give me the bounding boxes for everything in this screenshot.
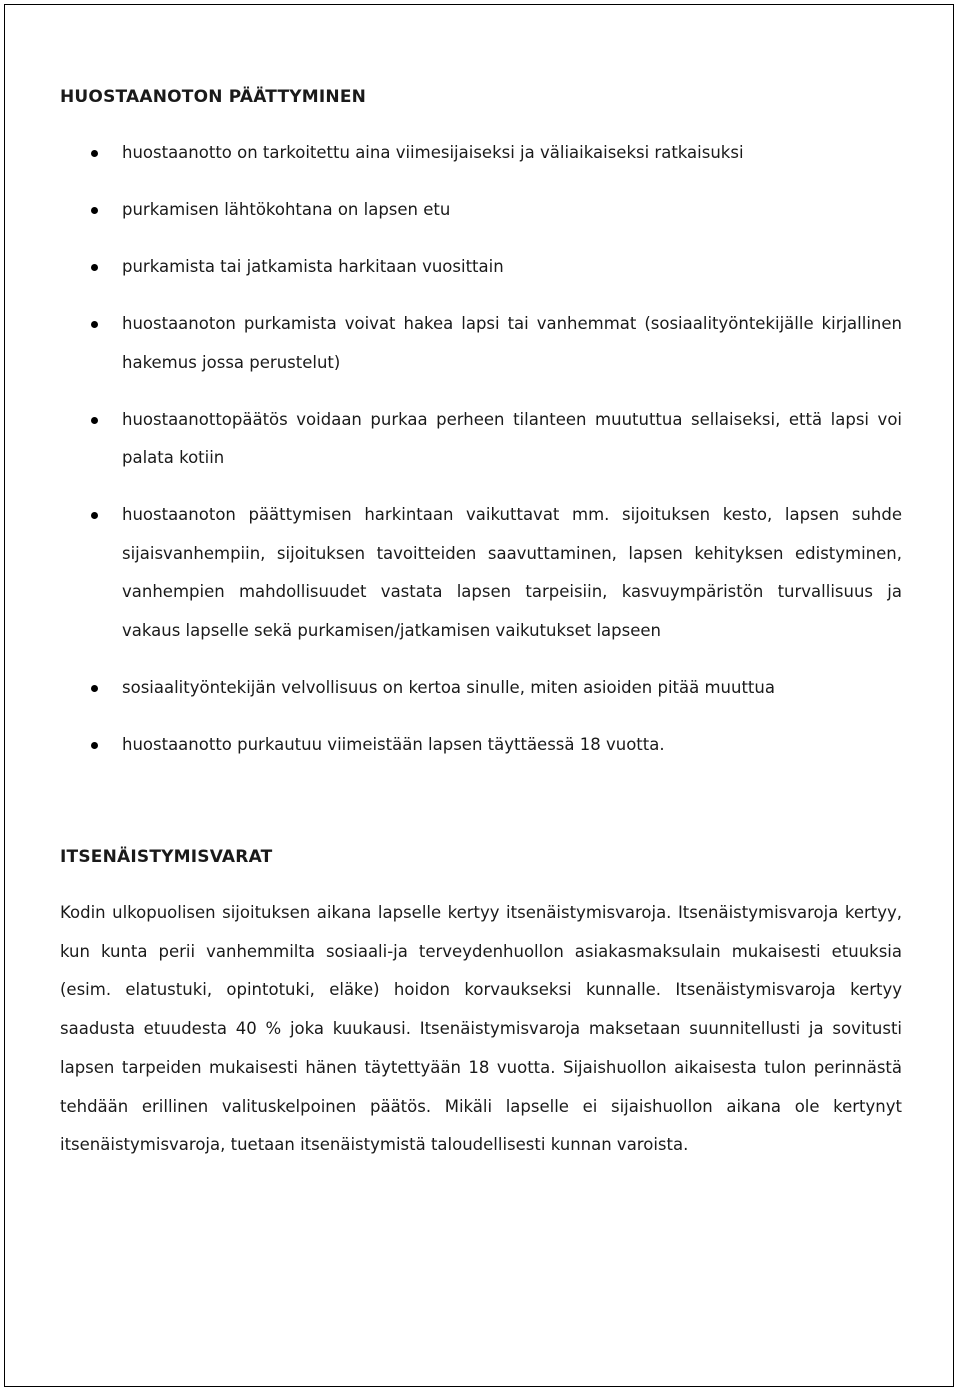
- list-item-text: huostaanoton purkamista voivat hakea lapsi tai vanhemmat (sosiaalityöntekijälle kirjallinen hakemus jossa perustelut): [122, 314, 902, 372]
- section-heading-huostaanoton-paattyminen: HUOSTAANOTON PÄÄTTYMINEN: [60, 87, 367, 107]
- bullet-icon: [91, 264, 98, 271]
- bullet-icon: [91, 685, 98, 692]
- bullet-icon: [91, 742, 98, 749]
- document-body: [60, 84, 902, 1165]
- list-item: [60, 401, 902, 478]
- list-item: [60, 134, 902, 173]
- itsenaistymisvarat-paragraph: Kodin ulkopuolisen sijoituksen aikana lapselle kertyy itsenäistymisvaroja. Itsenäistymisvaroja kertyy, kun kunta perii vanhemmilta sosiaali-ja terveydenhuollon asiakasmaksulain mukaisesti etuuksia (esim. elatustuki, opintotuki, eläke) hoidon korvaukseksi kunnalle. Itsenäistymisvaroja kertyy saadusta etuudesta 40 % joka kuukausi. Itsenäistymisvaroja maksetaan suunnitellusti ja sovitusti lapsen tarpeiden mukaisesti hänen täytettyään 18 vuotta. Sijaishuollon aikaisesta tulon perinnästä tehdään erillinen valituskelpoinen päätös. Mikäli lapselle ei sijaishuollon aikana ole kertynyt itsenäistymisvaroja, tuetaan itsenäistymistä taloudellisesti kunnan varoista.: [60, 903, 902, 1155]
- list-item-text: huostaanottopäätös voidaan purkaa perheen tilanteen muututtua sellaiseksi, että lapsi voi palata kotiin: [122, 409, 902, 467]
- list-item: [60, 496, 902, 650]
- list-item: [60, 191, 902, 230]
- bullet-icon: [91, 150, 98, 157]
- bullet-list: [60, 134, 902, 764]
- section-heading-itsenaistymisvarat: ITSENÄISTYMISVARAT: [60, 847, 273, 867]
- list-item: [60, 248, 902, 287]
- list-item: [60, 726, 902, 765]
- list-item-text: huostaanoton päättymisen harkintaan vaikuttavat mm. sijoituksen kesto, lapsen suhde sijaisvanhempiin, sijoituksen tavoitteiden saavuttaminen, lapsen kehityksen edistyminen, vanhempien mahdollisuudet vastata lapsen tarpeisiin, kasvuympäristön turvallisuus ja vakaus lapselle sekä purkamisen/jatkamisen vaikutukset lapseen: [122, 505, 902, 640]
- list-item-text: purkamisen lähtökohtana on lapsen etu: [122, 200, 451, 219]
- list-item-text: purkamista tai jatkamista harkitaan vuosittain: [122, 257, 504, 276]
- list-item-text: huostaanotto on tarkoitettu aina viimesijaiseksi ja väliaikaiseksi ratkaisuksi: [122, 143, 744, 162]
- list-item-text: huostaanotto purkautuu viimeistään lapsen täyttäessä 18 vuotta.: [122, 734, 665, 754]
- list-item-text: sosiaalityöntekijän velvollisuus on kertoa sinulle, miten asioiden pitää muuttua: [122, 677, 775, 697]
- bullet-icon: [91, 321, 98, 328]
- bullet-icon: [91, 512, 98, 519]
- list-item: [60, 669, 902, 708]
- bullet-icon: [91, 207, 98, 214]
- bullet-icon: [91, 417, 98, 424]
- list-item: [60, 305, 902, 382]
